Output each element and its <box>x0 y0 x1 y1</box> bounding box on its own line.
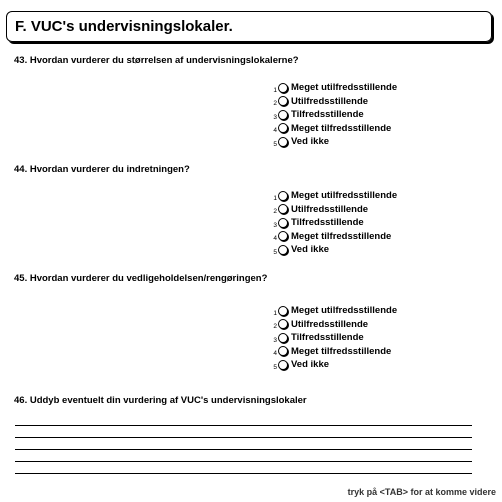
radio-button[interactable] <box>278 333 288 343</box>
option-label: Meget tilfredsstillende <box>291 122 392 134</box>
radio-button[interactable] <box>278 306 288 316</box>
q45-option-1[interactable] <box>272 304 397 318</box>
question-43-options <box>272 81 397 149</box>
radio-button[interactable] <box>278 83 288 93</box>
option-label: Ved ikke <box>291 359 330 371</box>
option-number: 3 <box>273 221 277 229</box>
radio-button[interactable] <box>278 245 288 255</box>
comment-line[interactable] <box>15 437 472 438</box>
option-number: 3 <box>273 113 277 121</box>
option-label: Tilfredsstillende <box>291 217 364 229</box>
option-number: 2 <box>273 323 277 331</box>
radio-button[interactable] <box>278 360 288 370</box>
q45-option-3[interactable] <box>272 331 397 345</box>
option-number: 4 <box>273 235 277 243</box>
q45-option-2[interactable] <box>272 318 397 332</box>
radio-button[interactable] <box>278 191 288 201</box>
question-45-options <box>272 304 397 372</box>
radio-button[interactable] <box>278 204 288 214</box>
option-label: Utilfredsstillende <box>291 318 369 330</box>
option-number: 5 <box>273 363 277 371</box>
option-label: Meget utilfredsstillende <box>291 190 398 202</box>
radio-button[interactable] <box>278 319 288 329</box>
option-label: Ved ikke <box>291 244 330 256</box>
option-label: Ved ikke <box>291 136 330 148</box>
option-number: 1 <box>273 194 277 202</box>
option-number: 2 <box>273 208 277 216</box>
option-label: Meget tilfredsstillende <box>291 230 392 242</box>
option-label: Utilfredsstillende <box>291 95 369 107</box>
q43-option-2[interactable] <box>272 95 397 109</box>
comment-line[interactable] <box>15 473 472 474</box>
option-number: 3 <box>273 336 277 344</box>
option-number: 5 <box>273 248 277 256</box>
option-label: Meget tilfredsstillende <box>291 345 392 357</box>
option-number: 1 <box>273 86 277 94</box>
radio-button[interactable] <box>278 96 288 106</box>
question-45: 45. Hvordan vurderer du vedligeholdelsen/rengøringen? <box>14 273 268 284</box>
q45-option-4[interactable] <box>272 345 397 359</box>
q44-option-3[interactable] <box>272 216 397 230</box>
option-number: 1 <box>273 309 277 317</box>
radio-button[interactable] <box>278 231 288 241</box>
option-label: Utilfredsstillende <box>291 203 369 215</box>
radio-button[interactable] <box>278 346 288 356</box>
radio-button[interactable] <box>278 218 288 228</box>
q44-option-4[interactable] <box>272 230 397 244</box>
q45-option-5[interactable] <box>272 358 397 372</box>
question-44-options <box>272 189 397 257</box>
radio-button[interactable] <box>278 123 288 133</box>
option-label: Meget utilfredsstillende <box>291 82 398 94</box>
comment-line[interactable] <box>15 461 472 462</box>
question-46: 46. Uddyb eventuelt din vurdering af VUC's undervisningslokaler <box>14 395 307 406</box>
option-number: 2 <box>273 100 277 108</box>
q44-option-1[interactable] <box>272 189 397 203</box>
q43-option-5[interactable] <box>272 135 397 149</box>
radio-button[interactable] <box>278 110 288 120</box>
q43-option-1[interactable] <box>272 81 397 95</box>
q43-option-3[interactable] <box>272 108 397 122</box>
question-44: 44. Hvordan vurderer du indretningen? <box>14 164 190 175</box>
option-number: 4 <box>273 127 277 135</box>
radio-button[interactable] <box>278 137 288 147</box>
navigation-hint: tryk på <TAB> for at komme videre <box>347 487 496 497</box>
question-43: 43. Hvordan vurderer du størrelsen af undervisningslokalerne? <box>14 55 299 66</box>
q44-option-5[interactable] <box>272 243 397 257</box>
option-label: Tilfredsstillende <box>291 332 364 344</box>
option-number: 4 <box>273 350 277 358</box>
comment-line[interactable] <box>15 449 472 450</box>
option-label: Tilfredsstillende <box>291 109 364 121</box>
option-label: Meget utilfredsstillende <box>291 305 398 317</box>
q43-option-4[interactable] <box>272 122 397 136</box>
q44-option-2[interactable] <box>272 203 397 217</box>
option-number: 5 <box>273 140 277 148</box>
comment-line[interactable] <box>15 425 472 426</box>
section-title: F. VUC's undervisningslokaler. <box>6 11 492 42</box>
